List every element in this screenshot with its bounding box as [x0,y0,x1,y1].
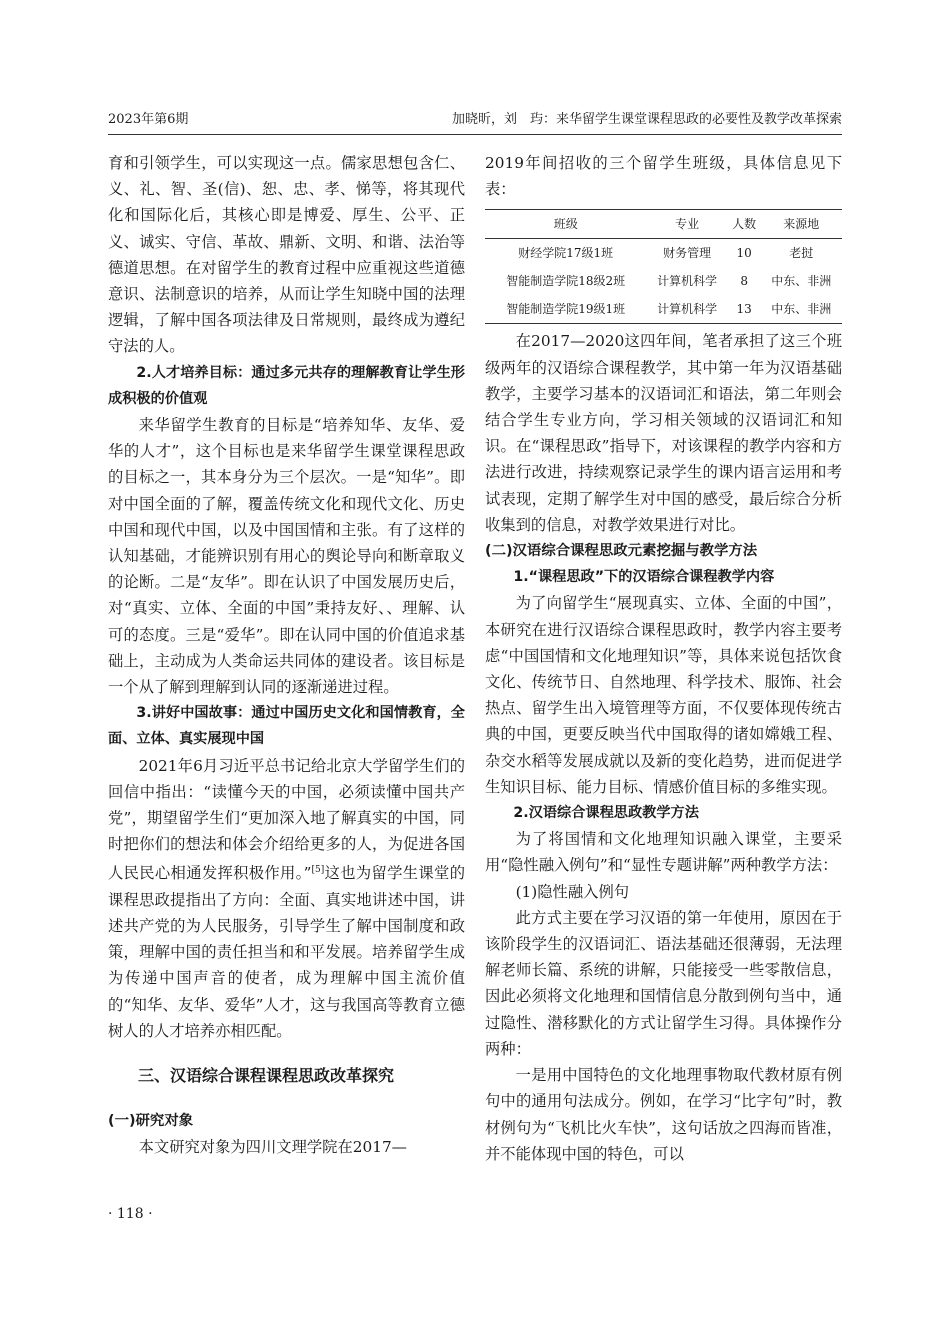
table-cell: 老挝 [789,246,814,261]
table-cell: 财经学院17级1班 [518,246,614,261]
paragraph: 育和引领学生，可以实现这一点。儒家思想包含仁、义、礼、智、圣(信)、恕、忠、孝、悌等，将其现代化和国际化后，其核心即是博爱、厚生、公平、正义、诚实、守信、革故、鼎新、文明、和谐、法治等德道思想。在对留学生的教育过程中应重视这些道德意识、法制意识的培养，从而让学生知晓中国的法理逻辑，了解中国各项法律及日常规则，最终成为遵纪守法的人。 [108,154,465,356]
subheading: 1.“课程思政”下的汉语综合课程教学内容 [513,569,775,586]
table-cell: 财务管理 [663,246,712,261]
table-row [485,267,842,295]
article-running-title: 加晓昕，刘 玙：来华留学生课堂课程思政的必要性及教学改革探索 [451,112,842,127]
table-cell: 智能制造学院18级2班 [506,274,626,289]
right-column [485,150,842,1167]
journal-issue: 2023年第6期 [108,112,189,127]
page-number: · 118 · [108,1206,153,1222]
paragraph: 来华留学生教育的目标是“培养知华、友华、爱华的人才”，这个目标也是来华留学生课堂课程思政的目标之一，其本身分为三个层次。一是“知华”。即对中国全面的了解，覆盖传统文化和现代文化、历史中国和现代中国，以及中国国情和主张。有了这样的认知基础，才能辨识别有用心的舆论导向和断章取义的论断。二是“友华”。即在认识了中国发展历史后，对“真实、立体、全面的中国”秉持友好、、理解、认可的态度。三是“爱华”。即在认同中国的价值追求基础上，主动成为人类命运共同体的建设者。该目标是一个从了解到理解到认同的逐渐递进过程。 [108,416,465,697]
subheading: 3.讲好中国故事：通过中国历史文化和国情教育，全面、立体、真实展现中国 [108,705,465,748]
paragraph: 一是用中国特色的文化地理事物取代教材原有例句中的通用句法成分。例如，在学习“比字句”时，教材例句为“飞机比火车快”，这句话放之四海而皆准，并不能体现中国的特色，可以 [485,1066,842,1163]
subheading: 2.汉语综合课程思政教学方法 [513,805,699,822]
column-header: 来源地 [783,217,820,232]
section-heading: 三、汉语综合课程课程思政改革探究 [138,1066,395,1085]
column-header: 人数 [732,217,757,232]
running-header [108,108,842,132]
table-cell: 10 [736,246,752,261]
paragraph: 本文研究对象为四川文理学院在2017— [138,1138,407,1157]
column-header: 专业 [675,217,700,232]
column-header: 班级 [553,217,578,232]
header-rule [108,134,842,135]
paragraph: 为了将国情和文化地理知识融入课堂，主要采用“隐性融入例句”和“显性专题讲解”两种教学方法： [485,830,842,875]
left-column [108,150,465,1161]
table-cell: 中东、非洲 [771,274,832,289]
paragraph [108,753,465,1044]
paragraph: 为了向留学生“展现真实、立体、全面的中国”，本研究在进行汉语综合课程思政时，教学内容主要考虑“中国国情和文化地理知识”等，具体来说包括饮食文化、传统节日、自然地理、科学技术、服饰、社会热点、留学生出入境管理等方面，不仅要体现传统古典的中国，更要反映当代中国取得的诸如嫦娥工程、杂交水稻等发展成就以及新的变化趋势，进而促进学生知识目标、能力目标、情感价值目标的多维实现。 [485,594,842,796]
subsection-heading: (一)研究对象 [108,1113,194,1130]
table-cell: 13 [736,302,752,317]
subsection-heading: (二)汉语综合课程思政元素挖掘与教学方法 [485,543,758,560]
table-cell: 计算机科学 [657,274,718,289]
paragraph-text: 这也为留学生课堂的课程思政提指出了方向：全面、真实地讲述中国，讲述共产党的为人民服务，引导学生了解中国制度和政策，理解中国的责任担当和和平发展。培养留学生成为传递中国声音的使者，成为理解中国主流价值的“知华、友华、爱华”人才，这与我国高等教育立德树人的人才培养亦相匹配。 [108,864,465,1040]
table-cell: 8 [740,274,748,289]
paragraph: 此方式主要在学习汉语的第一年使用，原因在于该阶段学生的汉语词汇、语法基础还很薄弱，无法理解老师长篇、系统的讲解，只能接受一些零散信息，因此必须将文化地理和国情信息分散到例句当中，通过隐性、潜移默化的方式让留学生习得。具体操作分两种： [485,908,842,1058]
paragraph-text: 2021年6月习近平总书记给北京大学留学生们的回信中指出：“读懂今天的中国，必须读懂中国共产党”，期望留学生们“更加深入地了解真实的中国，同时把你们的想法和体会介绍给更多的人，为促进各国人民民心相通发挥积极作用。” [108,756,465,883]
class-info-table [485,209,842,324]
table-row [485,239,842,268]
subheading: 2.人才培养目标：通过多元共存的理解教育让学生形成积极的价值观 [108,364,465,407]
paragraph: 2019年间招收的三个留学生班级，具体信息见下表： [485,154,842,199]
citation-ref: [5] [311,865,325,876]
paragraph: 在2017—2020这四年间，笔者承担了这三个班级两年的汉语综合课程教学，其中第一年为汉语基础教学，主要学习基本的汉语词汇和语法，第二年则会结合学生专业方向，学习相关领域的汉语词汇和知识。在“课程思政”指导下，对该课程的教学内容和方法进行改进，持续观察记录学生的课内语言运用和考试表现，定期了解学生对中国的感受，最后综合分析收集到的信息，对教学效果进行对比。 [485,332,842,534]
table-row [485,295,842,324]
table-cell: 智能制造学院19级1班 [506,302,626,317]
paragraph: (1)隐性融入例句 [515,882,630,901]
table-cell: 中东、非洲 [771,302,832,317]
table-cell: 计算机科学 [657,302,718,317]
table-header-row [485,210,842,239]
